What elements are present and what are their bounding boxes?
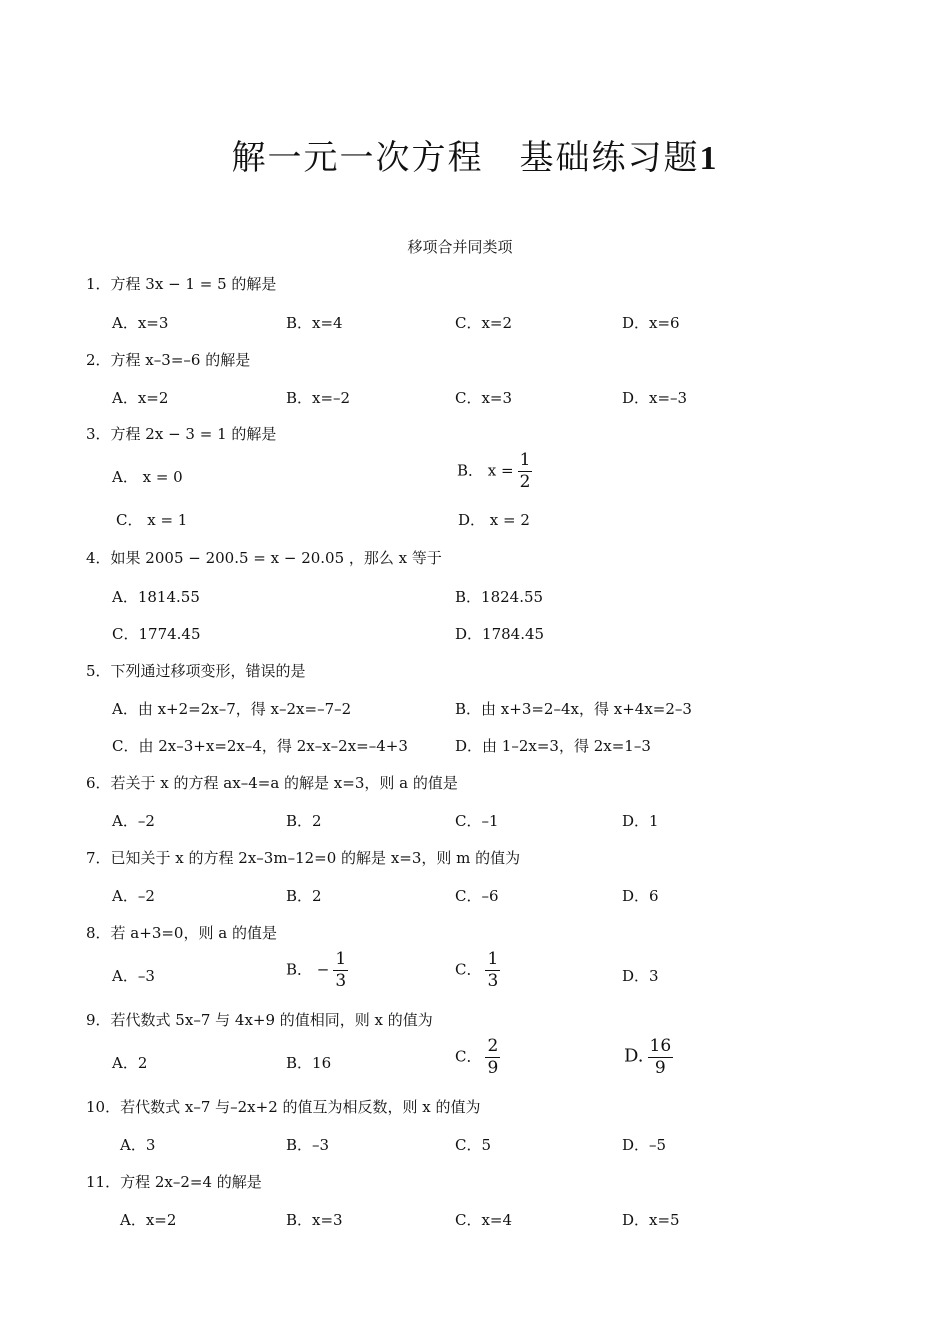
question-4-option-b: B．1824.55 [455,588,544,606]
question-6-option-b: B．2 [286,812,322,830]
question-5-option-c: C．由 2x–3+x=2x–4，得 2x–x–2x=–4+3 [112,737,408,755]
fraction: $\frac{1}{3}$ [487,949,499,991]
question-4-option-d: D．1784.45 [455,625,545,643]
question-5-option-a: A．由 x+2=2x–7，得 x–2x=–7–2 [112,700,352,718]
section-heading: 移项合并同类项 [407,238,513,256]
question-1-stem: 1．方程 3x − 1 = 5 的解是 [86,275,277,293]
question-10-option-d: D．–5 [622,1136,667,1154]
question-6-option-c: C．–1 [455,812,499,830]
question-9-option-a: A．2 [112,1054,148,1072]
question-4-option-c: C．1774.45 [112,625,201,643]
question-8-stem: 8．若 a+3=0，则 a 的值是 [86,924,277,942]
fraction: $\frac{2}{9}$ [487,1036,499,1078]
question-7-option-b: B．2 [286,887,322,905]
question-8-option-a: A．–3 [112,967,155,985]
question-11-option-c: C．x=4 [455,1211,513,1229]
question-3-stem: 3．方程 2x − 3 = 1 的解是 [86,425,277,443]
question-11-option-d: D．x=5 [622,1211,680,1229]
question-4-stem: 4．如果 2005 − 200.5 = x − 20.05 ，那么 x 等于 [86,549,442,567]
question-9-option-b: B．16 [286,1054,332,1072]
question-3-option-c: C． x = 1 [116,511,188,529]
question-3-option-a: A． x = 0 [112,468,183,486]
question-6-option-a: A．–2 [112,812,155,830]
fraction: $\frac{16}{9}$ [649,1036,672,1078]
question-5-option-b: B．由 x+3=2–4x，得 x+4x=2–3 [455,700,692,718]
question-10-option-a: A．3 [120,1136,156,1154]
question-2-option-d: D．x=–3 [622,389,688,407]
page-title: 解一元一次方程 基础练习题1 [231,138,719,178]
question-2-option-a: A．x=2 [112,389,169,407]
question-11-option-b: B．x=3 [286,1211,343,1229]
question-11-stem: 11．方程 2x–2=4 的解是 [86,1173,262,1191]
question-6-stem: 6．若关于 x 的方程 ax–4=a 的解是 x=3，则 a 的值是 [86,774,458,792]
question-5-stem: 5．下列通过移项变形，错误的是 [86,662,306,680]
question-10-option-b: B．–3 [286,1136,330,1154]
question-8-option-c: C． $\frac{1}{3}$ [455,949,499,991]
question-1-option-d: D．x=6 [622,314,680,332]
fraction: $\frac{1}{3}$ [335,949,347,991]
question-10-option-c: C．5 [455,1136,492,1154]
question-3-option-b: B． x = $\frac{1}{2}$ [457,450,531,492]
question-2-stem: 2．方程 x–3=–6 的解是 [86,351,251,369]
question-7-option-a: A．–2 [112,887,155,905]
question-3-option-d: D． x = 2 [458,511,530,529]
question-9-stem: 9．若代数式 5x–7 与 4x+9 的值相同，则 x 的值为 [86,1011,433,1029]
question-10-stem: 10．若代数式 x–7 与–2x+2 的值互为相反数，则 x 的值为 [86,1098,481,1116]
question-5-option-d: D．由 1–2x=3，得 2x=1–3 [455,737,651,755]
fraction: $\frac{1}{2}$ [519,450,531,492]
question-8-option-d: D．3 [622,967,659,985]
question-2-option-c: C．x=3 [455,389,513,407]
question-1-option-c: C．x=2 [455,314,513,332]
question-8-option-b: B． − $\frac{1}{3}$ [286,949,347,991]
question-4-option-a: A．1814.55 [112,588,200,606]
title-number: 1 [699,140,719,177]
question-9-option-c: C． $\frac{2}{9}$ [455,1036,499,1078]
question-1-option-a: A．x=3 [112,314,169,332]
question-1-option-b: B．x=4 [286,314,343,332]
question-7-option-d: D．6 [622,887,659,905]
question-6-option-d: D．1 [622,812,659,830]
question-9-option-d: D. $\frac{16}{9}$ [624,1036,672,1078]
question-7-option-c: C．–6 [455,887,499,905]
question-2-option-b: B．x=–2 [286,389,351,407]
question-11-option-a: A．x=2 [120,1211,177,1229]
question-7-stem: 7．已知关于 x 的方程 2x–3m–12=0 的解是 x=3，则 m 的值为 [86,849,521,867]
